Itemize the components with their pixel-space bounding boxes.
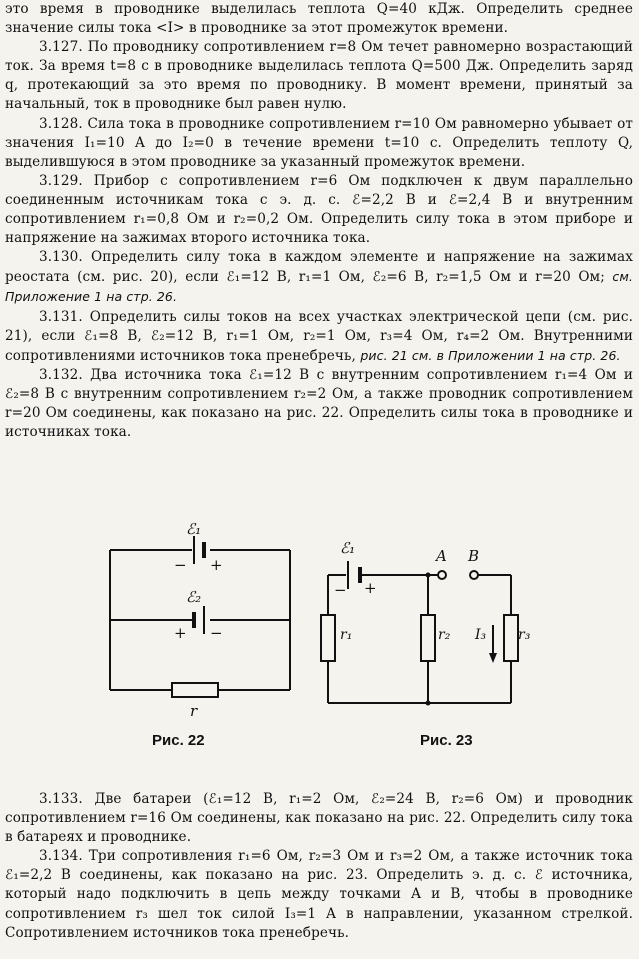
label-e1: ℰ₁: [340, 539, 356, 557]
label-minus: −: [334, 581, 347, 599]
label-plus-2: +: [174, 624, 187, 642]
label-r1: r₁: [340, 627, 353, 643]
junction-dot-bottom: [426, 701, 431, 706]
label-plus: +: [364, 579, 377, 597]
handwritten-note-131: рис. 21 см. в Приложении 1 на стр. 26.: [360, 347, 621, 363]
problem-3-131-text: 3.131. Определить силы токов на всех участках электрической цепи (см. рис. 21), если ℰ₁=8 В, ℰ₂=12 В, r₁=1 Ом, r₂=1 Ом, r₃=4 Ом, r₄=2 Ом. Внутренними сопротивлениями источников тока пренебречь,: [5, 308, 633, 364]
label-I3: I₃: [475, 627, 487, 643]
label-e1: ℰ₁: [186, 520, 202, 538]
label-A: A: [436, 547, 447, 565]
problem-3-130-text: 3.130. Определить силу тока в каждом элементе и напряжение на зажимах реостата (см. рис. 20), если ℰ₁=12 В, r₁=1 Ом, ℰ₂=6 В, r₂=1,5 Ом и r=20 Ом;: [5, 249, 633, 286]
junction-dot: [426, 573, 431, 578]
caption-fig-23: Рис. 23: [420, 732, 473, 749]
label-r2: r₂: [438, 627, 451, 643]
problems-bottom: [5, 790, 633, 943]
problems-top: [5, 0, 633, 442]
problem-3-129: 3.129. Прибор с сопротивлением r=6 Ом подключен к двум параллельно соединенным источникам тока с э. д. с. ℰ=2,2 В и ℰ=2,4 В и внутренним сопротивлением r₁=0,8 Ом и r₂=0,2 Ом. Определить силу тока в этом приборе и напряжение на зажимах второго источника тока.: [5, 172, 633, 247]
label-e2: ℰ₂: [186, 588, 202, 606]
label-minus-1: −: [174, 556, 187, 574]
problem-3-127: 3.127. По проводнику сопротивлением r=8 Ом течет равномерно возрастающий ток. За время t=8 с в проводнике выделилась теплота Q=500 Дж. Определить заряд q, протекающий за это время по проводнику. В момент времени, принятый за начальный, ток в проводнике был равен нулю.: [5, 39, 633, 113]
paragraph-continuation: это время в проводнике выделилась теплота Q=40 кДж. Определить среднее значение силы тока <I> в проводнике за этот промежуток времени.: [5, 1, 633, 37]
label-r: r: [190, 702, 198, 720]
figure-22-circuit: [100, 520, 310, 720]
problem-3-132: 3.132. Два источника тока ℰ₁=12 В с внутренним сопротивлением r₁=4 Ом и ℰ₂=8 В с внутренним сопротивлением r₂=2 Ом, а также проводник сопротивлением r=20 Ом соединены, как показано на рис. 22. Определить силы тока в проводнике и источниках тока.: [5, 366, 633, 441]
problem-3-130: [5, 248, 633, 307]
handwritten-note-130: см. Приложение 1 на стр. 26.: [5, 269, 633, 305]
current-arrow-head: [489, 653, 497, 663]
caption-fig-22: Рис. 22: [152, 732, 205, 749]
label-r3: r₃: [518, 627, 531, 643]
problem-3-131: [5, 308, 633, 366]
problem-3-133: 3.133. Две батареи (ℰ₁=12 В, r₁=2 Ом, ℰ₂=24 В, r₂=6 Ом) и проводник сопротивлением r=16 Ом соединены, как показано на рис. 22. Определить силу тока в батареях и проводнике.: [5, 791, 633, 846]
label-plus-1: +: [210, 556, 223, 574]
problem-3-128: 3.128. Сила тока в проводнике сопротивлением r=10 Ом равномерно убывает от значения I₁=10 A до I₂=0 в течение времени t=10 c. Определить теплоту Q, выделившуюся в этом проводнике за указанный промежуток времени.: [5, 115, 633, 170]
figure-23-circuit: [318, 535, 533, 715]
label-minus-2: −: [210, 624, 223, 642]
label-B: B: [468, 547, 480, 565]
problem-3-134: 3.134. Три сопротивления r₁=6 Ом, r₂=3 Ом и r₃=2 Ом, а также источник тока ℰ₁=2,2 В соединены, как показано на рис. 23. Определить э. д. с. ℰ источника, который надо подключить в цепь между точками A и B, чтобы в проводнике сопротивлением r₃ шел ток силой I₃=1 A в направлении, указанном стрелкой. Сопротивлением источников тока пренебречь.: [5, 848, 633, 941]
